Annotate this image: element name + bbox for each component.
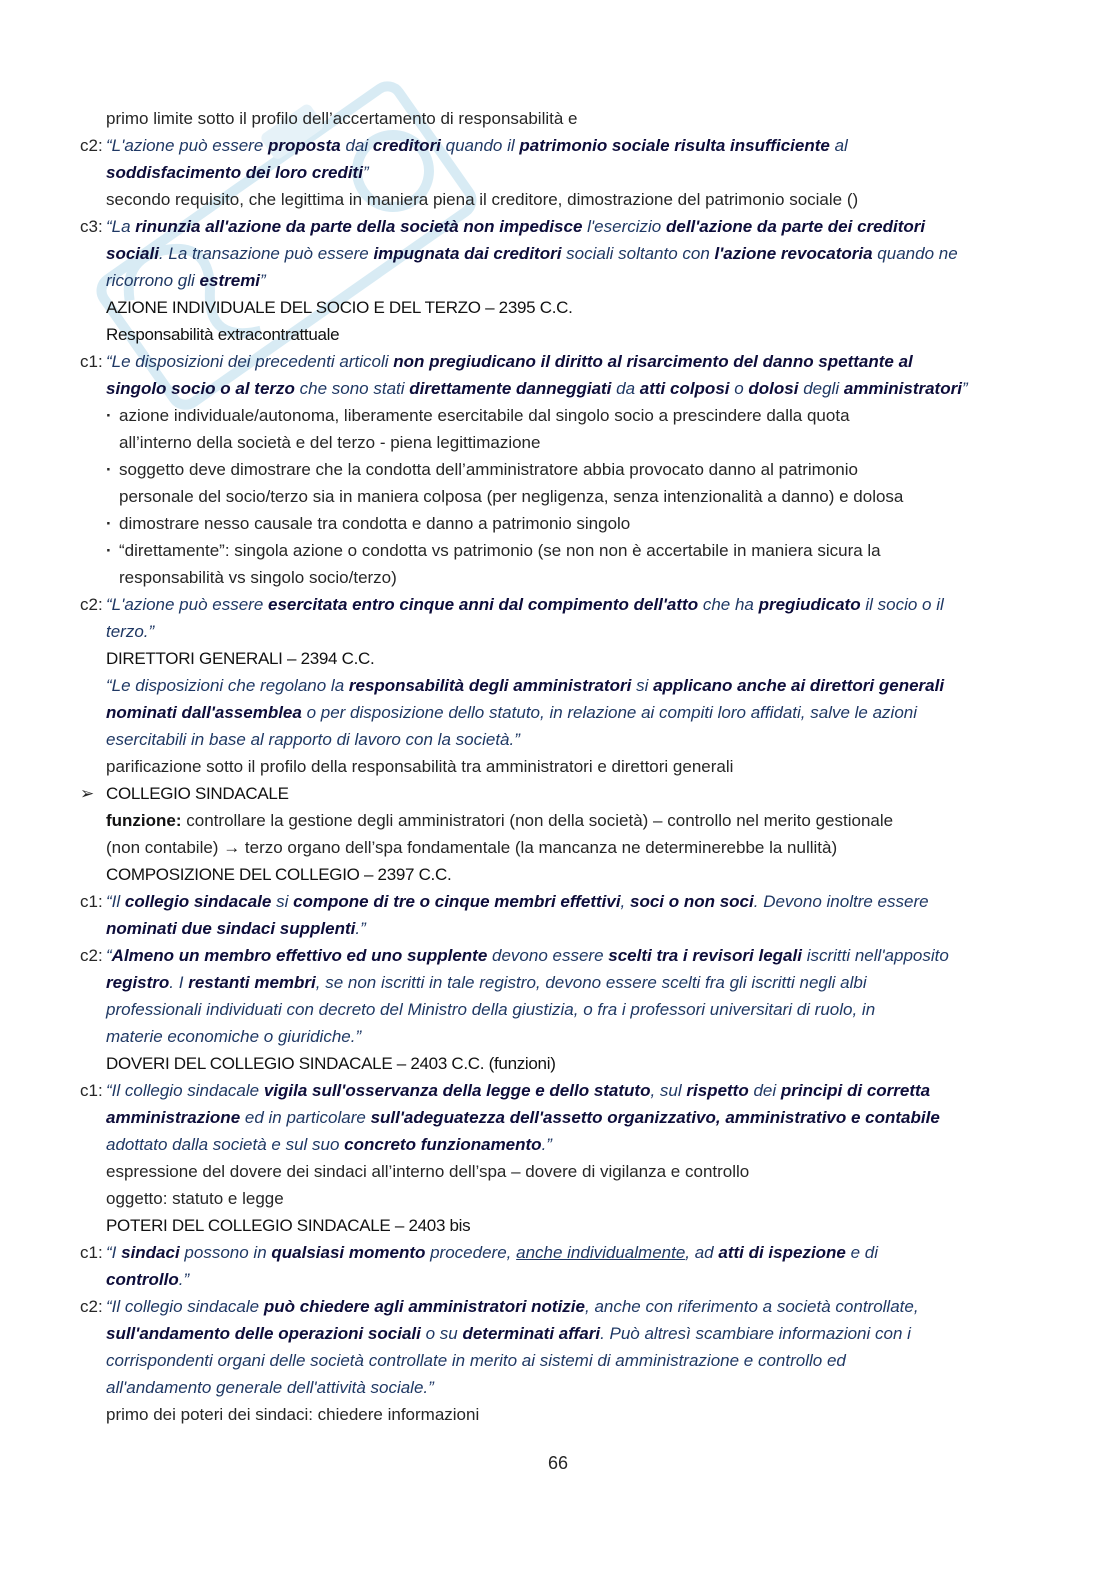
arrow-bullet-icon: ➢ bbox=[80, 784, 95, 803]
arrow-right-icon: → bbox=[223, 838, 241, 857]
comma-label: c1: bbox=[80, 352, 103, 371]
bullet-icon: · bbox=[106, 514, 112, 533]
comma-label: c2: bbox=[80, 946, 103, 965]
bullet-icon: · bbox=[106, 460, 112, 479]
comma-label: c2: bbox=[80, 1297, 103, 1316]
comma-label: c3: bbox=[80, 217, 103, 236]
comma-label: c1: bbox=[80, 1243, 103, 1262]
comma-label: c2: bbox=[80, 595, 103, 614]
document-page: primo limite sotto il profilo dell’accertamento di responsabilità e c2: “L'azione può essere proposta dai creditori quando il patrimonio sociale risulta insufficiente al soddisfacimento dei loro crediti” secondo requisito, che legittima in maniera piena il creditore, dimostrazione del patrimonio sociale () c3: “La rinunzia all'azione da parte della società non impedisce l'esercizio dell'azione da parte dei creditori sociali. La transazione può essere impugnata dai creditori sociali soltanto con l'azione revocatoria quando ne ricorrono gli estremi” AZIONE INDIVIDUALE DEL SOCIO E DEL TERZO – 2395 C.C. Responsabilità extracontrattuale c1: “Le disposizioni dei precedenti articoli non pregiudicano il diritto al risarcimento del danno spettante al singolo socio o al terzo che sono stati direttamente danneggiati da atti colposi o dolosi degli amministratori” · azione individuale/autonoma, liberamente esercitabile dal singolo socio a prescindere dalla quota all’interno della società e del terzo - piena legittimazione · soggetto deve dimostrare che la condotta dell’amministratore abbia provocato danno al patrimonio personale del socio/terzo sia in maniera colposa (per negligenza, senza intenzionalità a danno) e dolosa · dimostrare nesso causale tra condotta e danno a patrimonio singolo · “direttamente”: singola azione o condotta vs patrimonio (se non non è accertabile in maniera sicura la responsabilità vs singolo socio/terzo) c2: “L'azione può essere esercitata entro cinque anni dal compimento dell'atto che ha pregiudicato il socio o il terzo.” DIRETTORI GENERALI – 2394 C.C. “Le disposizioni che regolano la responsabilità degli amministratori si applicano anche ai direttori generali nominati dall'assemblea o per disposizione dello statuto, in relazione ai compiti loro affidati, salve le azioni esercitabili in base al rapporto di lavoro con la società.” parificazione sotto il profilo della responsabilità tra amministratori e direttori generali ➢ COLLEGIO SINDACALE funzione: controllare la gestione degli amministratori (non della società) – controllo nel merito gestionale (non contabile) → terzo organo dell’spa fondamentale (la mancanza ne determinerebbe la nullità) COMPOSIZIONE DEL COLLEGIO – 2397 C.C. c1: “Il collegio sindacale si compone di tre o cinque membri effettivi, soci o non soci. Devono inoltre essere nominati due sindaci supplenti.” c2: “Almeno un membro effettivo ed uno supplente devono essere scelti tra i revisori legali iscritti nell'apposito registro. I restanti membri, se non iscritti in tale registro, devono essere scelti fra gli iscritti negli albi professionali individuati con decreto del Ministro della giustizia, o fra i professori universitari di ruolo, in materie economiche o giuridiche.” DOVERI DEL COLLEGIO SINDACALE – 2403 C.C. (funzioni) c1: “Il collegio sindacale vigila sull'osservanza della legge e dello statuto, sul rispetto dei principi di corretta amministrazione ed in particolare sull'adeguatezza dell'assetto organizzativo, amministrativo e contabile adottato dalla società e sul suo concreto funzionamento.” espressione del dovere dei sindaci all’interno dell’spa – dovere di vigilanza e controllo oggetto: statuto e legge POTERI DEL COLLEGIO SINDACALE – 2403 bis c1: “I sindaci possono in qualsiasi momento procedere, anche individualmente, ad atti di ispezione e di controllo.” c2: “Il collegio sindacale può chiedere agli amministratori notizie, anche con riferimento a società controllate, sull'andamento delle operazioni sociali o su determinati affari. Può altresì scambiare informazioni con i corrispondenti organi delle società controllate in merito ai sistemi di amministrazione e controllo ed all'andamento generale dell'attività sociale.” primo dei poteri dei sindaci: chiedere informazioni 66 bbox=[0, 0, 1116, 1579]
comma-label: c2: bbox=[80, 136, 103, 155]
bullet-icon: · bbox=[106, 541, 112, 560]
comma-label: c1: bbox=[80, 892, 103, 911]
bullet-icon: · bbox=[106, 406, 112, 425]
comma-label: c1: bbox=[80, 1081, 103, 1100]
page-number: 66 bbox=[547, 1453, 569, 1473]
